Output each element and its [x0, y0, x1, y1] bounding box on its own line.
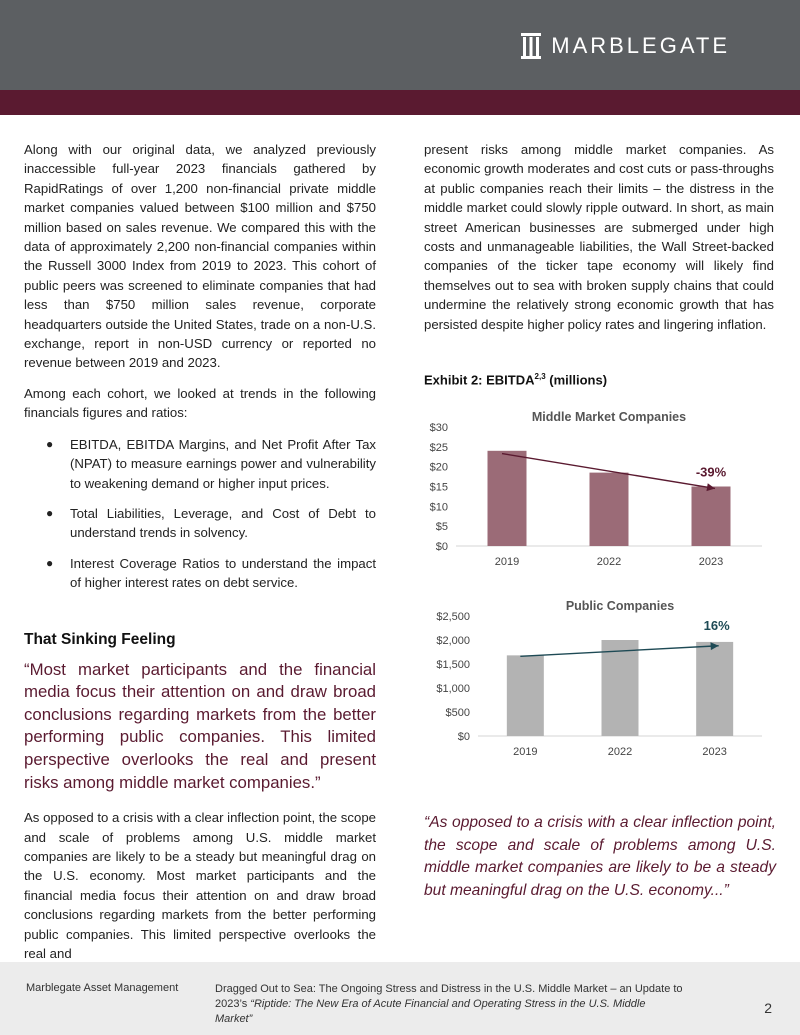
- public-companies-ebitda-chart: [424, 596, 774, 761]
- y-tick-label: $2,000: [436, 635, 470, 647]
- chart-title: Middle Market Companies: [531, 410, 687, 424]
- x-tick-label: 2023: [698, 556, 724, 568]
- bullet-icon: ●: [46, 505, 54, 520]
- list-item: [46, 554, 376, 593]
- bar-2023: [696, 642, 733, 736]
- x-tick-label: 2023: [702, 746, 727, 758]
- y-tick-label: $20: [429, 461, 448, 474]
- body-paragraph: As opposed to a crisis with a clear inflection point, the scope and scale of problems among U.S. middle market companies are likely to be a steady but meaningful drag on the U.S. economy. Most market participants and the financial media focus their attention on and draw broad conclusions regarding markets from the better performing public companies. This limited perspective overlooks the real and: [24, 810, 376, 961]
- y-tick-label: $0: [457, 731, 470, 743]
- y-tick-label: $15: [429, 481, 448, 494]
- bar-2019: [488, 451, 527, 546]
- columns-logo-icon: [521, 33, 541, 59]
- y-tick-label: $25: [429, 441, 448, 454]
- y-tick-label: $500: [445, 707, 470, 719]
- y-tick-label: $10: [429, 501, 448, 514]
- intro-paragraph: Along with our original data, we analyzed previously inaccessible full-year 2023 financials gathered by RapidRatings of over 1,200 non-financial private middle market companies valued between $100 million and $750 million based on sales revenue. We compared this with the data of approximately 2,200 non-financial companies within the Russell 3000 Index from 2019 to 2023. This cohort of public peers was screened to eliminate companies that had less than $750 million sales revenue, corporate headquarters outside the United States, trade on a non-U.S. exchange, report in non-USD currency or reported no revenue between 2019 and 2023.: [24, 142, 376, 371]
- bar-2023: [692, 487, 731, 547]
- bullet-icon: ●: [46, 436, 54, 451]
- continuation-paragraph: present risks among middle market companies. As economic growth moderates and cost cuts or pass-throughs at public companies reach their limits – the distress in the middle market could slowly ripple outward. In short, as main street American businesses are submerged under high costs and unmanageable liabilities, the Wall Street-backed companies of the ticker tape economy will likely find themselves out to sea with broken supply chains that could undermine the relatively strong economic growth that has persisted despite higher policy rates and lingering inflation.: [424, 142, 774, 332]
- footer-document-title: [215, 982, 685, 1027]
- footer-title-line: Dragged Out to Sea: The Ongoing Stress and Distress in the U.S. Middle Market – an Update to: [215, 983, 683, 995]
- chart-title: Public Companies: [565, 599, 675, 613]
- cohort-paragraph: Among each cohort, we looked at trends in the following financials figures and ratios:: [24, 385, 376, 421]
- exhibit-unit: (millions): [545, 372, 608, 388]
- x-tick-label: 2019: [494, 556, 520, 568]
- left-column: [24, 140, 376, 963]
- change-annotation: -39%: [695, 464, 727, 480]
- pull-quote: “Most market participants and the financial media focus their attention on and draw broad conclusions regarding markets from the better performing public companies. This limited perspective overlooks the real and present risks among middle market companies.”: [24, 659, 376, 792]
- list-item-text: EBITDA, EBITDA Margins, and Net Profit After Tax (NPAT) to measure earnings power and vulnerability to weakening demand or higher input prices.: [70, 436, 376, 491]
- right-column: [424, 140, 774, 334]
- right-pull-quote: “As opposed to a crisis with a clear inflection point, the scope and scale of problems among U.S. middle market companies are likely to be a steady but meaningful drag on the U.S. economy...”: [424, 814, 776, 899]
- exhibit-title-text: Exhibit 2: EBITDA: [424, 372, 535, 388]
- section-title: That Sinking Feeling: [24, 630, 176, 648]
- x-tick-label: 2019: [513, 746, 538, 758]
- change-annotation: 16%: [703, 617, 730, 633]
- footer-title-italic: “Riptide: The New Era of Acute Financial and Operating Stress in the U.S. Middle Market”: [215, 998, 646, 1025]
- header-accent-band: [0, 90, 800, 115]
- y-tick-label: $0: [435, 541, 448, 553]
- brand-name: MARBLEGATE: [551, 33, 730, 58]
- footer-title-prefix: 2023’s: [215, 998, 251, 1010]
- bullet-icon: ●: [46, 555, 54, 570]
- list-item: [46, 435, 376, 493]
- list-item-text: Total Liabilities, Leverage, and Cost of Debt to understand trends in solvency.: [70, 505, 376, 541]
- y-tick-label: $2,500: [436, 611, 470, 623]
- y-tick-label: $1,500: [436, 659, 470, 671]
- list-item: [46, 504, 376, 543]
- bar-2022: [590, 473, 629, 546]
- y-tick-label: $5: [435, 521, 448, 534]
- page-header: [0, 0, 800, 90]
- middle-market-ebitda-chart: [424, 405, 774, 570]
- footer-company: Marblegate Asset Management: [26, 982, 179, 994]
- bar-2022: [602, 640, 639, 736]
- page-number: 2: [764, 1000, 772, 1016]
- exhibit-title: [424, 372, 607, 387]
- bar-2019: [507, 655, 544, 736]
- metrics-list: [46, 435, 376, 593]
- list-item-text: Interest Coverage Ratios to understand the impact of higher interest rates on debt service.: [70, 555, 376, 591]
- x-tick-label: 2022: [607, 746, 633, 758]
- x-tick-label: 2022: [596, 556, 622, 568]
- y-tick-label: $1,000: [436, 683, 470, 695]
- exhibit-footnote-ref: 2,3: [534, 372, 546, 381]
- marblegate-logo: [521, 33, 730, 59]
- y-tick-label: $30: [429, 422, 448, 434]
